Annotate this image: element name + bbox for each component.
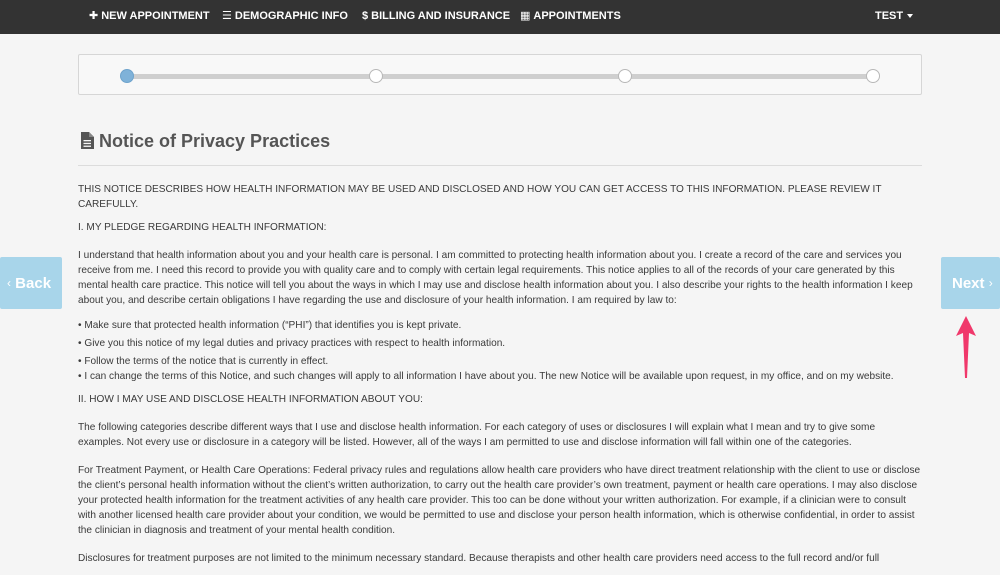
privacy-notice-content: [78, 182, 921, 574]
list-item: • Make sure that protected health information (“PHI”) that identifies you is kept private.: [78, 320, 462, 331]
progress-step-3: [618, 69, 632, 83]
progress-stepper: [78, 54, 922, 95]
section-1-heading: I. MY PLEDGE REGARDING HEALTH INFORMATION:: [78, 222, 327, 233]
progress-step-2: [369, 69, 383, 83]
title-divider: [78, 165, 922, 166]
nav-demographic-info[interactable]: [222, 0, 348, 34]
treatment-paragraph: For Treatment Payment, or Health Care Operations: Federal privacy rules and regulations allow health care providers who have direct treatment relationship with the client to use or disclose the client’s personal health information without the client’s written authorization, to carry out the health care provider’s own treatment, payment or health care operations. I may also disclose your protected health information for the treatment activities of any health care provider. This too can be done without your written authorization. For example, if a clinician were to consult with another licensed health care provider about your condition, we would be permitted to use and disclose your person health information, which is otherwise confidential, in order to assist the clinician in diagnosis and treatment of your mental health condition.: [78, 465, 921, 536]
chevron-left-icon: ‹: [7, 276, 11, 290]
calendar-icon: ▦: [520, 10, 531, 22]
user-menu-label: TEST: [875, 10, 904, 22]
file-text-icon: [80, 132, 94, 149]
next-button-label: Next: [952, 275, 985, 292]
notice-intro: THIS NOTICE DESCRIBES HOW HEALTH INFORMATION MAY BE USED AND DISCLOSED AND HOW YOU CAN GET ACCESS TO THIS INFORMATION. PLEASE REVIEW IT CAREFULLY.: [78, 184, 882, 210]
plus-icon: ✚: [89, 10, 99, 22]
list-item: • I can change the terms of this Notice, and such changes will apply to all information I have about you. The new Notice will be available upon request, in my office, and on my website.: [78, 371, 894, 382]
nav-appointments[interactable]: [520, 0, 621, 34]
chevron-right-icon: ›: [988, 276, 993, 290]
back-button-label: Back: [15, 275, 52, 292]
section-2-body: The following categories describe different ways that I use and disclose health information. For each category of uses or disclosures I will explain what I mean and try to give some examples. Not every use or disclosure in a category will be listed. However, all of the ways I am permitted to use and disclose information will fall within one of the categories.: [78, 422, 876, 448]
nav-demographic-info-label: DEMOGRAPHIC INFO: [234, 10, 348, 22]
list-item: • Give you this notice of my legal duties and privacy practices with respect to health information.: [78, 338, 506, 349]
nav-appointments-label: APPOINTMENTS: [533, 10, 621, 22]
nav-billing-insurance[interactable]: [362, 0, 510, 34]
user-menu[interactable]: [875, 0, 913, 34]
back-button[interactable]: [0, 257, 62, 309]
progress-track: [127, 74, 873, 79]
next-button[interactable]: [941, 257, 1000, 309]
list-icon: ☰: [222, 10, 232, 22]
disclosures-paragraph: Disclosures for treatment purposes are not limited to the minimum necessary standard. Because therapists and other health care providers need access to the full record and/or full: [78, 553, 880, 564]
nav-billing-insurance-label: BILLING AND INSURANCE: [371, 10, 511, 22]
annotation-arrow-icon: [954, 312, 978, 380]
progress-step-4: [866, 69, 880, 83]
section-2-heading: II. HOW I MAY USE AND DISCLOSE HEALTH INFORMATION ABOUT YOU:: [78, 394, 423, 405]
page-title: [80, 131, 330, 152]
nav-new-appointment-label: NEW APPOINTMENT: [101, 10, 210, 22]
list-item: • Follow the terms of the notice that is currently in effect.: [78, 356, 329, 367]
caret-down-icon: [907, 14, 913, 18]
section-1-body: I understand that health information about you and your health care is personal. I am committed to protecting health information about you. I create a record of the care and services you receive from me. I need this record to provide you with quality care and to comply with certain legal requirements. This notice applies to all of the records of your care generated by this mental health care practice. This notice will tell you about the ways in which I may use and disclose health information about you. I also describe your rights to the health information I keep about you, and describe certain obligations I have regarding the use and disclosure of your health information. I am required by law to:: [78, 250, 913, 306]
nav-new-appointment[interactable]: [89, 0, 210, 34]
progress-step-1: [120, 69, 134, 83]
dollar-icon: $: [362, 10, 369, 22]
top-navbar: [0, 0, 1000, 34]
page-title-text: Notice of Privacy Practices: [99, 131, 331, 151]
